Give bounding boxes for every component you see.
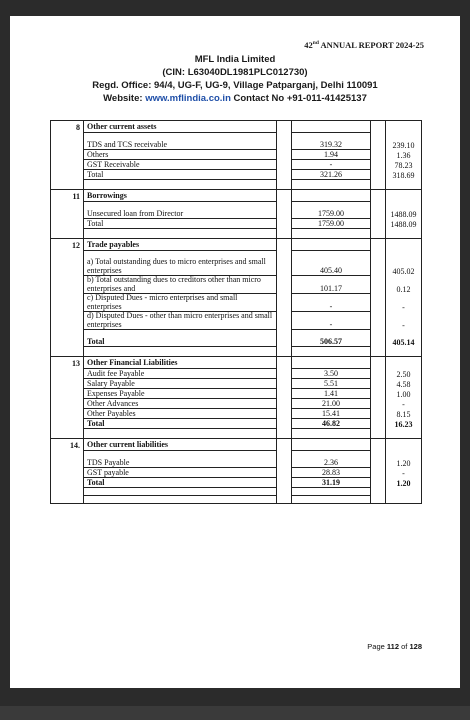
viewer-top-bar xyxy=(0,0,470,14)
table-row: TDS Payable 2.36 1.20 xyxy=(51,458,422,468)
report-ordinal: 42 xyxy=(304,40,313,50)
note-number: 8 xyxy=(51,121,84,133)
table-row: Unsecured loan from Director 1759.00 1488.09 xyxy=(51,209,422,219)
table-row: Other Payables 15.41 8.15 xyxy=(51,409,422,419)
note-header xyxy=(51,121,422,133)
report-ordinal-suffix: nd xyxy=(312,40,319,47)
note-header xyxy=(51,190,422,202)
table-row: Audit fee Payable 3.50 2.50 xyxy=(51,369,422,379)
website-label: Website: xyxy=(103,93,143,104)
document-page xyxy=(10,16,460,688)
viewer-bottom-strip xyxy=(0,706,470,720)
current-page: 112 xyxy=(386,642,400,651)
note-header xyxy=(51,357,422,369)
note-header xyxy=(51,239,422,251)
company-office: Regd. Office: 94/4, UG-F, UG-9, Village Patparganj, Delhi 110091 xyxy=(92,80,378,91)
total-row: Total 31.19 1.20 xyxy=(51,478,422,488)
contact-number: Contact No +91-011-41425137 xyxy=(233,93,367,104)
note-number: 13 xyxy=(51,357,84,369)
company-website-line xyxy=(10,93,460,104)
total-pages: 128 xyxy=(409,642,422,651)
note-title: Other current liabilities xyxy=(84,439,277,451)
report-title-text: ANNUAL REPORT 2024-25 xyxy=(320,40,424,50)
total-row: Total 1759.00 1488.09 xyxy=(51,219,422,229)
note-title: Borrowings xyxy=(84,190,277,202)
table-row: GST payable 28.83 - xyxy=(51,468,422,478)
report-title xyxy=(304,40,424,50)
note-title: Other current assets xyxy=(84,121,277,133)
page-number: Page 112 of 128 xyxy=(367,642,422,651)
company-name: MFL India Limited xyxy=(194,54,276,65)
note-number: 11 xyxy=(51,190,84,202)
note-number: 14. xyxy=(51,439,84,451)
note-header xyxy=(51,439,422,451)
table-row: c) Disputed Dues - micro enterprises and small enterprises - - xyxy=(51,294,422,312)
note-number: 12 xyxy=(51,239,84,251)
website-link[interactable]: www.mflindia.co.in xyxy=(145,93,231,104)
viewer-bottom-bar xyxy=(0,688,470,720)
table-row: Other Advances 21.00 - xyxy=(51,399,422,409)
table-row: b) Total outstanding dues to creditors other than micro enterprises and 101.17 0.12 xyxy=(51,276,422,294)
notes-table xyxy=(50,120,422,504)
note-title: Trade payables xyxy=(84,239,277,251)
total-row: Total 506.57 405.14 xyxy=(51,337,422,347)
table-row: d) Disputed Dues - other than micro enterprises and small enterprises - - xyxy=(51,312,422,330)
table-row: Salary Payable 5.51 4.58 xyxy=(51,379,422,389)
table-row: TDS and TCS receivable 319.32 239.10 xyxy=(51,140,422,150)
table-row: a) Total outstanding dues to micro enterprises and small enterprises 405.40 405.02 xyxy=(51,258,422,276)
table-row: GST Receivable - 78.23 xyxy=(51,160,422,170)
total-row: Total 46.82 16.23 xyxy=(51,419,422,429)
table-row: Others 1.94 1.36 xyxy=(51,150,422,160)
company-cin: (CIN: L63040DL1981PLC012730) xyxy=(162,67,308,78)
note-title: Other Financial Liabilities xyxy=(84,357,277,369)
total-row: Total 321.26 318.69 xyxy=(51,170,422,180)
table-row: Expenses Payable 1.41 1.00 xyxy=(51,389,422,399)
